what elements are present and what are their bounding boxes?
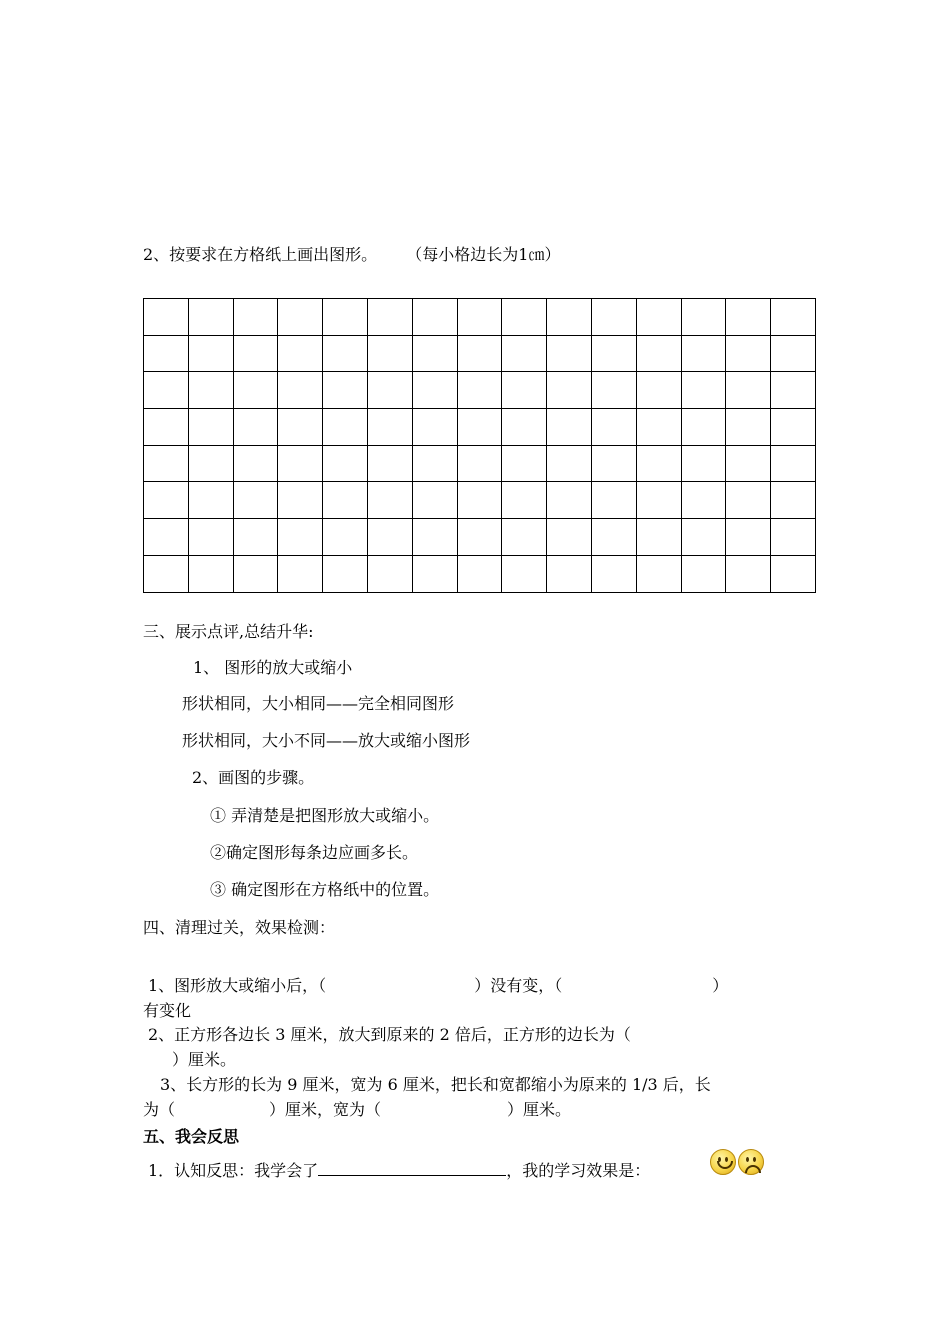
grid-cell[interactable] bbox=[233, 335, 278, 372]
grid-cell[interactable] bbox=[412, 482, 457, 519]
grid-cell[interactable] bbox=[188, 519, 233, 556]
grid-cell[interactable] bbox=[188, 372, 233, 409]
grid-cell[interactable] bbox=[412, 409, 457, 446]
grid-cell[interactable] bbox=[323, 445, 368, 482]
grid-cell[interactable] bbox=[278, 335, 323, 372]
section3-line-a: 形状相同，大小相同——完全相同图形 bbox=[182, 694, 455, 713]
section3-line-b: 形状相同，大小不同——放大或缩小图形 bbox=[182, 731, 471, 750]
grid-cell[interactable] bbox=[144, 409, 189, 446]
grid-cell[interactable] bbox=[771, 335, 816, 372]
grid-cell[interactable] bbox=[681, 409, 726, 446]
grid-row bbox=[144, 335, 816, 372]
grid-cell[interactable] bbox=[144, 299, 189, 336]
grid-row bbox=[144, 372, 816, 409]
grid-row bbox=[144, 299, 816, 336]
grid-cell[interactable] bbox=[278, 519, 323, 556]
grid-cell[interactable] bbox=[771, 299, 816, 336]
grid-cell[interactable] bbox=[188, 335, 233, 372]
grid-cell[interactable] bbox=[144, 555, 189, 592]
grid-row bbox=[144, 555, 816, 592]
grid-cell[interactable] bbox=[636, 409, 681, 446]
grid-cell[interactable] bbox=[591, 409, 636, 446]
grid-cell[interactable] bbox=[502, 519, 547, 556]
grid-cell[interactable] bbox=[502, 482, 547, 519]
grid-cell[interactable] bbox=[636, 372, 681, 409]
grid-cell[interactable] bbox=[771, 519, 816, 556]
grid-cell[interactable] bbox=[278, 555, 323, 592]
section3-step3: ③ 确定图形在方格纸中的位置。 bbox=[210, 880, 440, 899]
grid-cell[interactable] bbox=[726, 335, 771, 372]
question-1-cont: 有变化 bbox=[143, 1001, 192, 1020]
grid-cell[interactable] bbox=[367, 482, 412, 519]
grid-cell[interactable] bbox=[681, 519, 726, 556]
grid-cell[interactable] bbox=[726, 555, 771, 592]
section5-heading: 五、我会反思 bbox=[143, 1127, 240, 1146]
grid-cell[interactable] bbox=[278, 409, 323, 446]
grid-cell[interactable] bbox=[591, 519, 636, 556]
grid-cell[interactable] bbox=[726, 409, 771, 446]
grid-cell[interactable] bbox=[233, 482, 278, 519]
grid-row bbox=[144, 445, 816, 482]
grid-cell[interactable] bbox=[144, 335, 189, 372]
grid-cell[interactable] bbox=[412, 372, 457, 409]
grid-cell[interactable] bbox=[323, 335, 368, 372]
reflection-1: 1．认知反思：我学会了 ，我的学习效果是： bbox=[148, 1161, 651, 1180]
grid-cell[interactable] bbox=[457, 299, 502, 336]
grid-cell[interactable] bbox=[233, 409, 278, 446]
grid-cell[interactable] bbox=[278, 445, 323, 482]
grid-cell[interactable] bbox=[636, 519, 681, 556]
grid-cell[interactable] bbox=[233, 299, 278, 336]
section3-step2: ②确定图形每条边应画多长。 bbox=[210, 843, 419, 862]
grid-cell[interactable] bbox=[502, 299, 547, 336]
section3-heading: 三、展示点评,总结升华: bbox=[143, 622, 314, 641]
section4-heading: 四、清理过关，效果检测： bbox=[143, 918, 336, 937]
grid-cell[interactable] bbox=[502, 372, 547, 409]
grid-cell[interactable] bbox=[188, 482, 233, 519]
grid-cell[interactable] bbox=[144, 519, 189, 556]
grid-cell[interactable] bbox=[323, 299, 368, 336]
grid-cell[interactable] bbox=[591, 555, 636, 592]
grid-cell[interactable] bbox=[412, 299, 457, 336]
grid-cell[interactable] bbox=[502, 409, 547, 446]
grid-cell[interactable] bbox=[591, 445, 636, 482]
grid-cell[interactable] bbox=[681, 482, 726, 519]
grid-cell[interactable] bbox=[233, 445, 278, 482]
grid-cell[interactable] bbox=[547, 372, 592, 409]
grid-cell[interactable] bbox=[278, 299, 323, 336]
section3-item1: 1、 图形的放大或缩小 bbox=[193, 658, 353, 677]
grid-cell[interactable] bbox=[547, 445, 592, 482]
grid-cell[interactable] bbox=[636, 445, 681, 482]
grid-cell[interactable] bbox=[591, 299, 636, 336]
question-2-cont: ）厘米。 bbox=[172, 1050, 237, 1069]
grid-cell[interactable] bbox=[367, 299, 412, 336]
task2-note: （每小格边长为1㎝） bbox=[406, 245, 561, 264]
grid-cell[interactable] bbox=[771, 445, 816, 482]
grid-cell[interactable] bbox=[188, 409, 233, 446]
grid-cell[interactable] bbox=[547, 409, 592, 446]
task2-title bbox=[143, 245, 560, 265]
grid-cell[interactable] bbox=[323, 519, 368, 556]
grid-cell[interactable] bbox=[188, 299, 233, 336]
grid-cell[interactable] bbox=[681, 372, 726, 409]
grid-cell[interactable] bbox=[771, 555, 816, 592]
question-1: 1、图形放大或缩小后，（ ）没有变，（ ） bbox=[148, 976, 729, 995]
grid-cell[interactable] bbox=[457, 482, 502, 519]
grid-cell[interactable] bbox=[233, 372, 278, 409]
grid-cell[interactable] bbox=[636, 482, 681, 519]
grid-cell[interactable] bbox=[144, 445, 189, 482]
grid-cell[interactable] bbox=[367, 409, 412, 446]
grid-cell[interactable] bbox=[681, 335, 726, 372]
grid-cell[interactable] bbox=[457, 445, 502, 482]
grid-cell[interactable] bbox=[323, 482, 368, 519]
grid-cell[interactable] bbox=[636, 299, 681, 336]
grid-cell[interactable] bbox=[726, 372, 771, 409]
grid-cell[interactable] bbox=[412, 519, 457, 556]
grid-cell[interactable] bbox=[726, 299, 771, 336]
grid-cell[interactable] bbox=[323, 409, 368, 446]
grid-cell[interactable] bbox=[144, 372, 189, 409]
grid-cell[interactable] bbox=[233, 555, 278, 592]
grid-cell[interactable] bbox=[547, 555, 592, 592]
grid-cell[interactable] bbox=[144, 482, 189, 519]
grid-cell[interactable] bbox=[278, 482, 323, 519]
question-2: 2、正方形各边长 3 厘米，放大到原来的 2 倍后，正方形的边长为（ bbox=[148, 1025, 631, 1044]
question-3: 3、长方形的长为 9 厘米，宽为 6 厘米，把长和宽都缩小为原来的 1/3 后，长 bbox=[160, 1075, 711, 1094]
grid-cell[interactable] bbox=[547, 335, 592, 372]
task2-instruction: 2、按要求在方格纸上画出图形。 bbox=[143, 245, 378, 264]
question-3-cont: 为（ ）厘米，宽为（ ）厘米。 bbox=[143, 1100, 572, 1119]
section3-item2: 2、画图的步骤。 bbox=[192, 768, 315, 787]
section3-step1: ① 弄清楚是把图形放大或缩小。 bbox=[210, 806, 440, 825]
grid-cell[interactable] bbox=[726, 445, 771, 482]
grid-cell[interactable] bbox=[323, 555, 368, 592]
grid-cell[interactable] bbox=[771, 372, 816, 409]
grid-cell[interactable] bbox=[457, 335, 502, 372]
grid-cell[interactable] bbox=[681, 555, 726, 592]
square-grid-paper bbox=[143, 298, 816, 593]
grid-cell[interactable] bbox=[681, 445, 726, 482]
grid-cell[interactable] bbox=[591, 482, 636, 519]
grid-cell[interactable] bbox=[771, 409, 816, 446]
grid-cell[interactable] bbox=[771, 482, 816, 519]
grid-cell[interactable] bbox=[278, 372, 323, 409]
grid-row bbox=[144, 409, 816, 446]
grid-row bbox=[144, 519, 816, 556]
grid-cell[interactable] bbox=[457, 519, 502, 556]
grid-cell[interactable] bbox=[412, 445, 457, 482]
grid-cell[interactable] bbox=[547, 519, 592, 556]
grid-cell[interactable] bbox=[726, 482, 771, 519]
grid-row bbox=[144, 482, 816, 519]
grid-cell[interactable] bbox=[502, 445, 547, 482]
smiley-face-icon[interactable] bbox=[710, 1149, 736, 1175]
grid-cell[interactable] bbox=[323, 372, 368, 409]
grid-cell[interactable] bbox=[636, 555, 681, 592]
grid-cell[interactable] bbox=[367, 519, 412, 556]
grid-cell[interactable] bbox=[367, 555, 412, 592]
grid-cell[interactable] bbox=[188, 555, 233, 592]
grid-cell[interactable] bbox=[591, 335, 636, 372]
grid-cell[interactable] bbox=[547, 299, 592, 336]
reflection-blank[interactable] bbox=[318, 1159, 506, 1176]
grid-cell[interactable] bbox=[636, 335, 681, 372]
grid-cell[interactable] bbox=[412, 555, 457, 592]
grid-cell[interactable] bbox=[502, 555, 547, 592]
grid-cell[interactable] bbox=[367, 372, 412, 409]
grid-cell[interactable] bbox=[726, 519, 771, 556]
grid-cell[interactable] bbox=[188, 445, 233, 482]
grid-cell[interactable] bbox=[457, 409, 502, 446]
grid-cell[interactable] bbox=[233, 519, 278, 556]
grid-cell[interactable] bbox=[367, 335, 412, 372]
grid-cell[interactable] bbox=[681, 299, 726, 336]
grid-cell[interactable] bbox=[547, 482, 592, 519]
sad-face-icon[interactable] bbox=[738, 1149, 764, 1175]
grid-cell[interactable] bbox=[457, 372, 502, 409]
grid-cell[interactable] bbox=[591, 372, 636, 409]
grid-cell[interactable] bbox=[367, 445, 412, 482]
grid-cell[interactable] bbox=[457, 555, 502, 592]
grid-cell[interactable] bbox=[502, 335, 547, 372]
grid-cell[interactable] bbox=[412, 335, 457, 372]
